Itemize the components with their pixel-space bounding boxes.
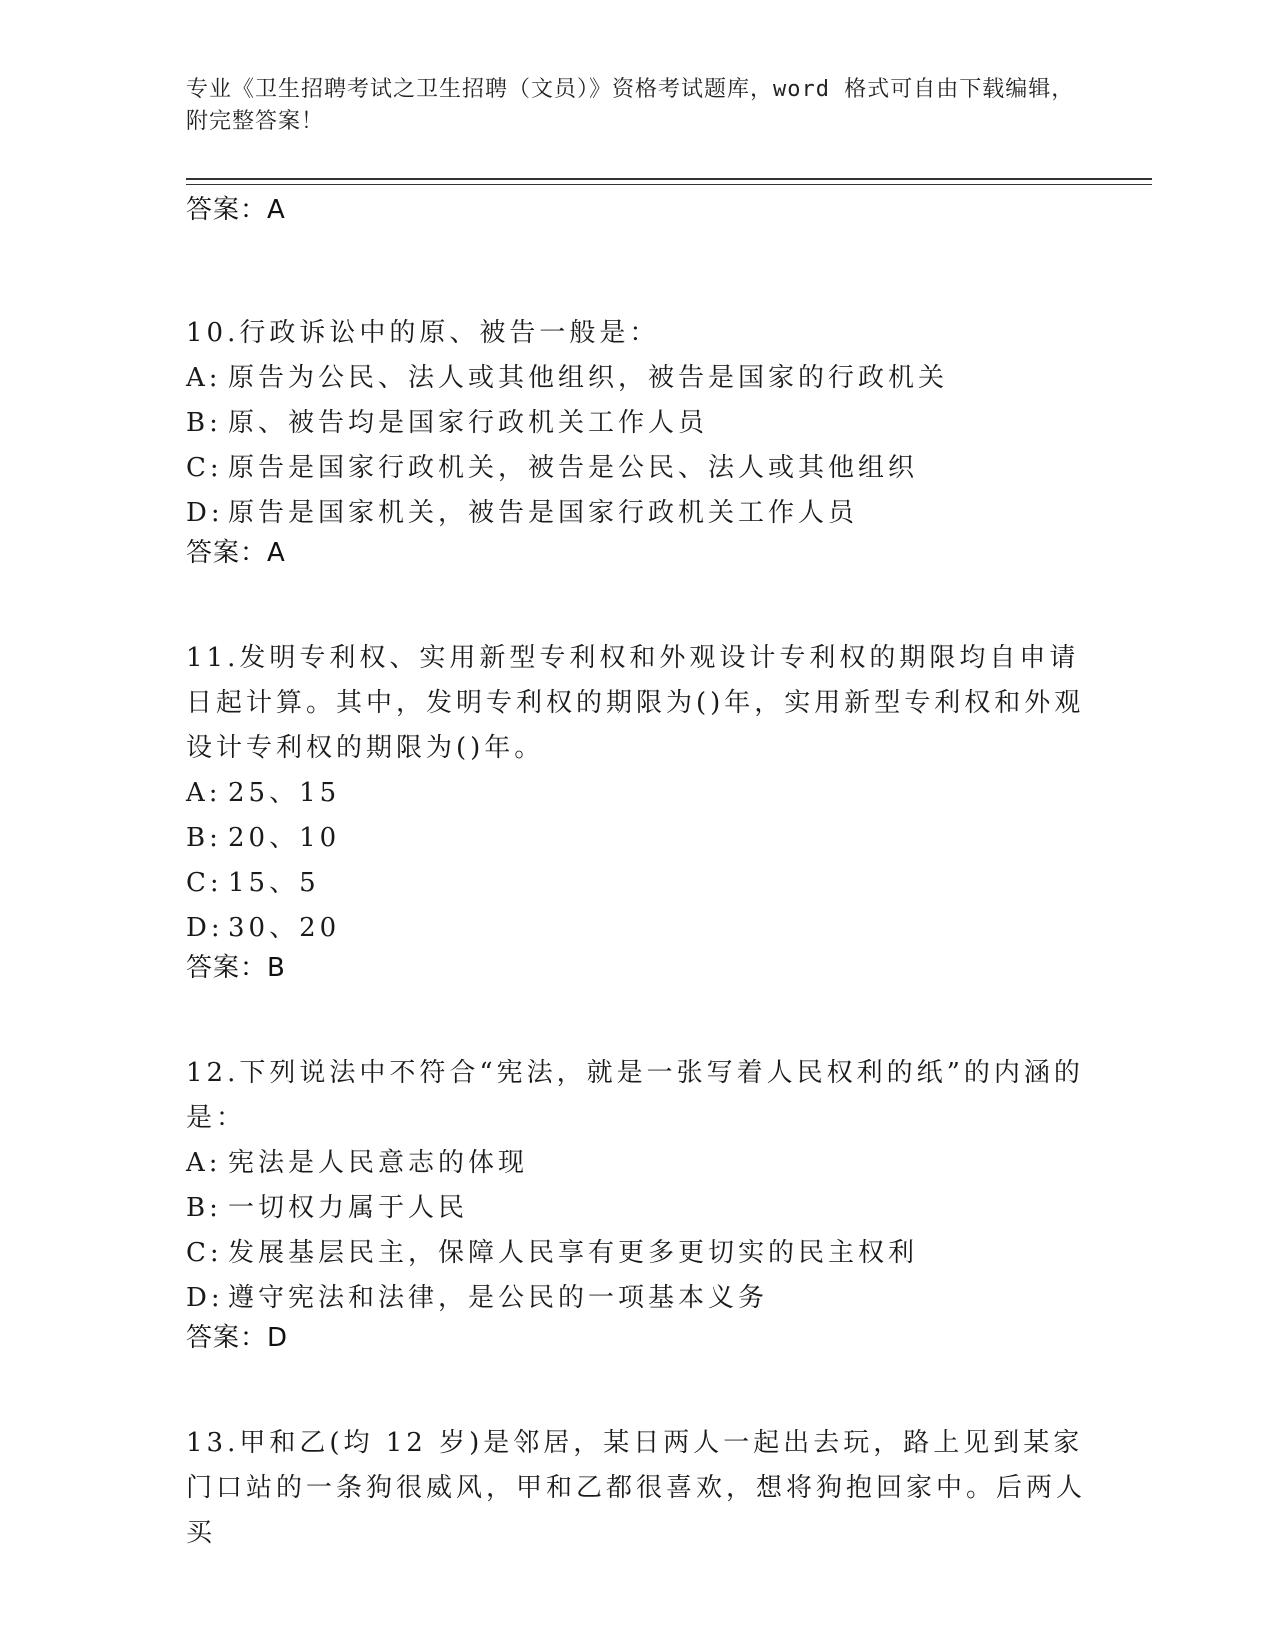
question-text: 11.发明专利权、实用新型专利权和外观设计专利权的期限均自申请日起计算。其中，发明专利权的期限为()年，实用新型专利权和外观设计专利权的期限为()年。: [186, 643, 1085, 763]
header-divider-thin: [186, 184, 1152, 185]
option-c: [186, 1231, 1086, 1276]
option-letter: A:: [186, 778, 222, 808]
question-text: 13.甲和乙(均 12 岁)是邻居，某日两人一起出去玩，路上见到某家门口站的一条狗很威风，甲和乙都很喜欢，想将狗抱回家中。后两人买: [186, 1428, 1087, 1548]
answer-line: [186, 536, 1086, 570]
option-text: 原告是国家行政机关，被告是公民、法人或其他组织: [228, 453, 919, 483]
option-d: [186, 906, 1086, 951]
option-text: 15、5: [228, 868, 320, 898]
answer-line: [186, 1321, 1086, 1355]
option-b: [186, 401, 1086, 446]
option-text: 25、15: [228, 778, 341, 808]
answer-label: 答案：: [186, 195, 268, 225]
option-letter: A:: [186, 363, 222, 393]
option-text: 原告为公民、法人或其他组织，被告是国家的行政机关: [228, 363, 949, 393]
option-text: 原告是国家机关，被告是国家行政机关工作人员: [228, 498, 859, 528]
option-text: 发展基层民主，保障人民享有更多更切实的民主权利: [228, 1238, 919, 1268]
question-item: [186, 636, 1086, 985]
question-text: 12.下列说法中不符合“宪法，就是一张写着人民权利的纸”的内涵的是：: [186, 1058, 1084, 1133]
option-c: [186, 446, 1086, 491]
answer-value: A: [267, 538, 286, 568]
answer-line: [186, 193, 1086, 227]
option-b: [186, 816, 1086, 861]
answer-value: D: [267, 1323, 289, 1353]
option-c: [186, 861, 1086, 906]
option-letter: B:: [186, 1193, 222, 1223]
answer-value: A: [267, 195, 286, 225]
option-letter: C:: [186, 1238, 223, 1268]
answer-label: 答案：: [186, 1323, 268, 1353]
option-text: 一切权力属于人民: [228, 1193, 469, 1223]
option-text: 30、20: [228, 913, 341, 943]
page-header: 专业《卫生招聘考试之卫生招聘（文员）》资格考试题库，word 格式可自由下载编辑，附完整答案！: [186, 77, 1075, 134]
option-text: 宪法是人民意志的体现: [228, 1148, 529, 1178]
question-list: [186, 193, 1086, 1556]
option-d: [186, 491, 1086, 536]
question-text: 10.行政诉讼中的原、被告一般是：: [186, 318, 660, 348]
option-text: 20、10: [228, 823, 341, 853]
option-letter: B:: [186, 823, 222, 853]
option-letter: C:: [186, 868, 223, 898]
option-a: [186, 1141, 1086, 1186]
option-a: [186, 771, 1086, 816]
option-b: [186, 1186, 1086, 1231]
option-a: [186, 356, 1086, 401]
question-item: [186, 1421, 1086, 1556]
option-letter: C:: [186, 453, 223, 483]
answer-line: [186, 951, 1086, 985]
option-letter: B:: [186, 408, 222, 438]
option-text: 原、被告均是国家行政机关工作人员: [228, 408, 709, 438]
answer-label: 答案：: [186, 538, 268, 568]
option-letter: D:: [186, 1283, 224, 1313]
header-divider: [186, 178, 1152, 180]
answer-label: 答案：: [186, 953, 268, 983]
question-item: [186, 1051, 1086, 1355]
option-text: 遵守宪法和法律，是公民的一项基本义务: [228, 1283, 769, 1313]
option-letter: A:: [186, 1148, 222, 1178]
answer-value: B: [267, 953, 286, 983]
option-letter: D:: [186, 913, 224, 943]
option-d: [186, 1276, 1086, 1321]
question-item: [186, 311, 1086, 570]
option-letter: D:: [186, 498, 224, 528]
